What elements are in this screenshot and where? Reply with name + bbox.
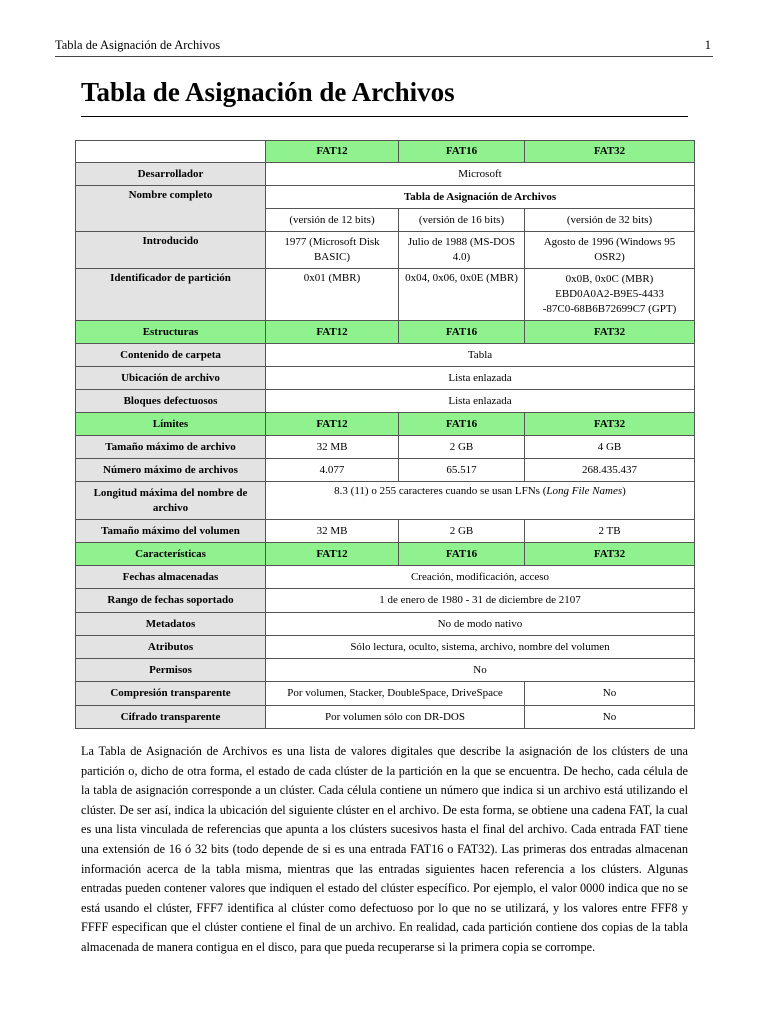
column-header-fat32: FAT32: [525, 413, 695, 436]
long-nombre-text: 8.3 (11) o 255 caracteres cuando se usan LFNs (: [334, 485, 547, 497]
column-header-fat32: FAT32: [525, 321, 695, 344]
table-header-row: [76, 141, 695, 163]
tam-volumen-fat16: 2 GB: [399, 520, 525, 543]
table-row: [76, 659, 695, 682]
row-label-cifrado: Cifrado transparente: [76, 706, 266, 729]
table-row: [76, 682, 695, 706]
table-row: [76, 482, 695, 520]
column-header-fat16: FAT16: [399, 543, 525, 566]
table-corner-cell: [76, 141, 266, 163]
row-label-permisos: Permisos: [76, 659, 266, 682]
section-header-limites: [76, 413, 695, 436]
version-fat12: (versión de 12 bits): [266, 209, 399, 232]
row-label-desarrollador: Desarrollador: [76, 163, 266, 186]
table-row: [76, 613, 695, 636]
page-number: 1: [704, 38, 711, 52]
row-label-atributos: Atributos: [76, 636, 266, 659]
table-row: [76, 344, 695, 367]
introducido-fat12: 1977 (Microsoft Disk BASIC): [266, 232, 399, 269]
identificador-fat12: 0x01 (MBR): [266, 269, 399, 321]
identificador-fat32-line: 0x0B, 0x0C (MBR): [565, 273, 654, 285]
section-header-estructuras: [76, 321, 695, 344]
value-atributos: Sólo lectura, oculto, sistema, archivo, nombre del volumen: [266, 636, 695, 659]
value-bloques: Lista enlazada: [266, 390, 695, 413]
table-row: [76, 232, 695, 269]
value-permisos: No: [266, 659, 695, 682]
value-desarrollador: Microsoft: [266, 163, 695, 186]
row-label-ubicacion: Ubicación de archivo: [76, 367, 266, 390]
row-label-nombre-completo: Nombre completo: [76, 186, 266, 232]
tam-archivo-fat12: 32 MB: [266, 436, 399, 459]
introducido-fat16: Julio de 1988 (MS-DOS 4.0): [399, 232, 525, 269]
table-row: [76, 706, 695, 729]
row-label-contenido: Contenido de carpeta: [76, 344, 266, 367]
value-long-nombre: [266, 482, 695, 520]
column-header-fat12: FAT12: [266, 141, 399, 163]
long-file-names-term: Long File Names: [546, 485, 623, 497]
column-header-fat16: FAT16: [399, 141, 525, 163]
row-label-num-archivos: Número máximo de archivos: [76, 459, 266, 482]
value-nombre-completo: Tabla de Asignación de Archivos: [266, 186, 695, 209]
version-fat16: (versión de 16 bits): [399, 209, 525, 232]
version-fat32: (versión de 32 bits): [525, 209, 695, 232]
table-row: [76, 436, 695, 459]
section-label-caracteristicas: Características: [76, 543, 266, 566]
identificador-fat16: 0x04, 0x06, 0x0E (MBR): [399, 269, 525, 321]
fat-comparison-table: [75, 140, 695, 729]
table-row: [76, 459, 695, 482]
identificador-fat32-line: EBD0A0A2-B9E5-4433: [555, 288, 664, 300]
table-row: [76, 163, 695, 186]
row-label-rango: Rango de fechas soportado: [76, 589, 266, 613]
num-archivos-fat32: 268.435.437: [525, 459, 695, 482]
section-label-limites: Límites: [76, 413, 266, 436]
page-title: Tabla de Asignación de Archivos: [81, 77, 688, 117]
row-label-long-nombre: Longitud máxima del nombre de archivo: [76, 482, 266, 520]
row-label-identificador: Identificador de partición: [76, 269, 266, 321]
table-row: [76, 390, 695, 413]
row-label-fechas: Fechas almacenadas: [76, 566, 266, 589]
row-label-bloques: Bloques defectuosos: [76, 390, 266, 413]
table-row: [76, 520, 695, 543]
body-paragraph: La Tabla de Asignación de Archivos es una lista de valores digitales que describe la asignación de los clústers de una partición o, dicho de otra forma, el estado de cada clúster de la partición en la que se encuentra. De hecho, cada célula de la tabla de asignación corresponde a un clúster. Cada célula contiene un número que indica si un archivo está utilizando el clúster. De ser así, indica la ubicación del siguiente clúster en el archivo. De esta forma, se obtiene una cadena FAT, la cual es una lista vinculada de referencias que apunta a los clústers sucesivos hasta el final del archivo. Cada entrada FAT tiene una extensión de 16 ó 32 bits (todo depende de si es una entrada FAT16 o FAT32). Las primeras dos entradas almacenan información acerca de la tabla misma, mientras que las entradas siguientes hacen referencia a los clústers. Algunas entradas pueden contener valores que indiquen el estado del clúster específico. Por ejemplo, el valor 0000 indica que no se está usando el clúster, FFF7 identifica al clúster como defectuoso por lo que no se utilizará, y los valores entre FFF8 y FFFF especifican que el clúster contiene el final de un archivo. En realidad, cada partición contiene dos copias de la tabla almacenada de manera contigua en el disco, para que pueda recuperarse si la primera copia se corrompe.: [81, 744, 688, 954]
running-header-title: Tabla de Asignación de Archivos: [55, 38, 221, 52]
row-label-metadatos: Metadatos: [76, 613, 266, 636]
column-header-fat16: FAT16: [399, 413, 525, 436]
cifrado-fat32: No: [525, 706, 695, 729]
column-header-fat12: FAT12: [266, 543, 399, 566]
row-label-introducido: Introducido: [76, 232, 266, 269]
column-header-fat32: FAT32: [525, 543, 695, 566]
tam-archivo-fat32: 4 GB: [525, 436, 695, 459]
compresion-fat12-16: Por volumen, Stacker, DoubleSpace, DriveSpace: [266, 682, 525, 706]
table-row: [76, 269, 695, 321]
num-archivos-fat16: 65.517: [399, 459, 525, 482]
identificador-fat32: [525, 269, 695, 321]
cifrado-fat12-16: Por volumen sólo con DR-DOS: [266, 706, 525, 729]
column-header-fat32: FAT32: [525, 141, 695, 163]
column-header-fat12: FAT12: [266, 321, 399, 344]
tam-archivo-fat16: 2 GB: [399, 436, 525, 459]
table-row: [76, 367, 695, 390]
table-row: [76, 186, 695, 209]
value-contenido: Tabla: [266, 344, 695, 367]
row-label-compresion: Compresión transparente: [76, 682, 266, 706]
value-ubicacion: Lista enlazada: [266, 367, 695, 390]
section-header-caracteristicas: [76, 543, 695, 566]
table-row: [76, 566, 695, 589]
num-archivos-fat12: 4.077: [266, 459, 399, 482]
tam-volumen-fat32: 2 TB: [525, 520, 695, 543]
row-label-tam-archivo: Tamaño máximo de archivo: [76, 436, 266, 459]
table-row: [76, 636, 695, 659]
value-metadatos: No de modo nativo: [266, 613, 695, 636]
long-nombre-close: ): [622, 485, 626, 497]
value-fechas: Creación, modificación, acceso: [266, 566, 695, 589]
row-label-tam-volumen: Tamaño máximo del volumen: [76, 520, 266, 543]
tam-volumen-fat12: 32 MB: [266, 520, 399, 543]
introducido-fat32: Agosto de 1996 (Windows 95 OSR2): [525, 232, 695, 269]
value-rango: 1 de enero de 1980 - 31 de diciembre de 2107: [266, 589, 695, 613]
table-row: [76, 589, 695, 613]
running-header: [55, 36, 713, 57]
compresion-fat32: No: [525, 682, 695, 706]
column-header-fat12: FAT12: [266, 413, 399, 436]
identificador-fat32-line: -87C0-68B6B72699C7 (GPT): [542, 303, 677, 315]
column-header-fat16: FAT16: [399, 321, 525, 344]
section-label-estructuras: Estructuras: [76, 321, 266, 344]
